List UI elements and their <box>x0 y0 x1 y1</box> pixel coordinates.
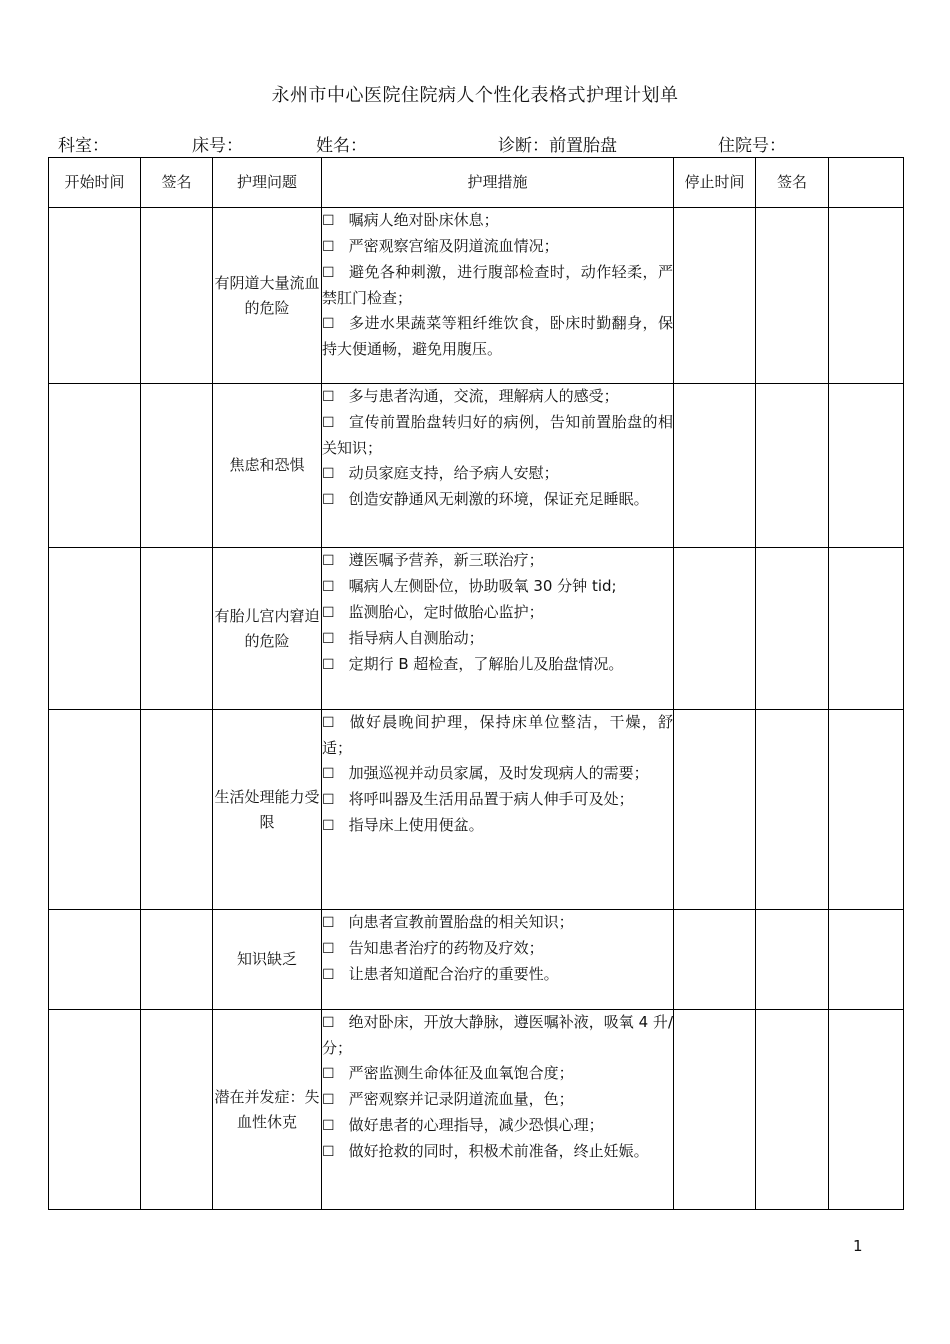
measure-item <box>322 1061 673 1087</box>
measure-item <box>322 311 673 362</box>
nursing-measures-cell <box>322 208 674 384</box>
header-signature: 签名 <box>756 158 829 208</box>
measure-text: 避免各种刺激，进行腹部检查时，动作轻柔，严禁肛门检查； <box>322 263 673 307</box>
measure-item <box>322 1010 673 1061</box>
measure-text: 严密观察并记录阴道流血量，色； <box>348 1090 574 1108</box>
measure-text: 加强巡视并动员家属，及时发现病人的需要； <box>348 764 649 782</box>
checkbox-icon: ☐ <box>322 1092 335 1108</box>
nursing-measures-cell <box>322 548 674 710</box>
measure-text: 嘱病人绝对卧床休息； <box>348 211 499 229</box>
measure-item <box>322 548 673 574</box>
header-nursing-problem: 护理问题 <box>213 158 322 208</box>
blank-cell <box>829 384 904 548</box>
checkbox-icon: ☐ <box>322 605 335 621</box>
start-time-cell <box>49 208 141 384</box>
patient-name-label: 姓名： <box>316 136 367 156</box>
checkbox-icon: ☐ <box>322 715 335 731</box>
checkbox-icon: ☐ <box>322 631 335 647</box>
nursing-plan-table <box>48 157 904 1210</box>
measure-item <box>322 208 673 234</box>
measure-item <box>322 574 673 600</box>
signature-cell <box>756 710 829 910</box>
stop-time-cell <box>674 208 756 384</box>
table-row <box>49 548 904 710</box>
checkbox-icon: ☐ <box>322 1015 335 1031</box>
measure-item <box>322 234 673 260</box>
header-blank <box>829 158 904 208</box>
nursing-problem-cell: 潜在并发症：失血性休克 <box>213 1010 322 1210</box>
checkbox-icon: ☐ <box>322 265 335 281</box>
checkbox-icon: ☐ <box>322 553 335 569</box>
checkbox-icon: ☐ <box>322 415 335 431</box>
checkbox-icon: ☐ <box>322 792 335 808</box>
header-stop-time: 停止时间 <box>674 158 756 208</box>
table-header-row <box>49 158 904 208</box>
blank-cell <box>829 548 904 710</box>
checkbox-icon: ☐ <box>322 466 335 482</box>
measure-text: 多与患者沟通，交流，理解病人的感受； <box>348 387 619 405</box>
stop-time-cell <box>674 548 756 710</box>
checkbox-icon: ☐ <box>322 766 335 782</box>
measure-text: 将呼叫器及生活用品置于病人伸手可及处； <box>348 790 634 808</box>
measure-item <box>322 813 673 839</box>
measure-item <box>322 600 673 626</box>
bed-label: 床号： <box>192 136 243 156</box>
measure-item <box>322 710 673 761</box>
page-number: 1 <box>853 1237 863 1255</box>
table-row <box>49 384 904 548</box>
checkbox-icon: ☐ <box>322 239 335 255</box>
measure-item <box>322 1113 673 1139</box>
measure-text: 绝对卧床，开放大静脉，遵医嘱补液，吸氧 4 升/分； <box>322 1013 673 1057</box>
admission-number-label: 住院号： <box>718 136 786 156</box>
checkbox-icon: ☐ <box>322 657 335 673</box>
measure-item <box>322 652 673 678</box>
table-row <box>49 710 904 910</box>
measure-item <box>322 410 673 461</box>
measure-text: 创造安静通风无刺激的环境，保证充足睡眠。 <box>348 490 649 508</box>
measure-text: 向患者宣教前置胎盘的相关知识； <box>348 913 574 931</box>
checkbox-icon: ☐ <box>322 213 335 229</box>
nursing-measures-cell <box>322 384 674 548</box>
header-signature: 签名 <box>141 158 213 208</box>
measure-text: 告知患者治疗的药物及疗效； <box>348 939 544 957</box>
checkbox-icon: ☐ <box>322 389 335 405</box>
department-label: 科室： <box>58 136 109 156</box>
stop-time-cell <box>674 910 756 1010</box>
measure-text: 做好晨晚间护理，保持床单位整洁，干燥，舒适； <box>322 713 673 757</box>
signature-cell <box>756 910 829 1010</box>
signature-cell <box>141 548 213 710</box>
measure-text: 严密观察宫缩及阴道流血情况； <box>348 237 559 255</box>
signature-cell <box>141 384 213 548</box>
nursing-problem-cell: 有胎儿宫内窘迫的危险 <box>213 548 322 710</box>
measure-item <box>322 962 673 988</box>
checkbox-icon: ☐ <box>322 1144 335 1160</box>
checkbox-icon: ☐ <box>322 316 335 332</box>
nursing-problem-cell: 知识缺乏 <box>213 910 322 1010</box>
signature-cell <box>141 208 213 384</box>
checkbox-icon: ☐ <box>322 1066 335 1082</box>
header-nursing-measures: 护理措施 <box>322 158 674 208</box>
diagnosis-label: 诊断：前置胎盘 <box>498 136 617 156</box>
checkbox-icon: ☐ <box>322 915 335 931</box>
patient-info-line <box>58 131 918 155</box>
checkbox-icon: ☐ <box>322 492 335 508</box>
blank-cell <box>829 910 904 1010</box>
signature-cell <box>141 910 213 1010</box>
measure-item <box>322 260 673 311</box>
measure-item <box>322 761 673 787</box>
measure-text: 动员家庭支持，给予病人安慰； <box>348 464 559 482</box>
signature-cell <box>756 548 829 710</box>
start-time-cell <box>49 548 141 710</box>
start-time-cell <box>49 1010 141 1210</box>
measure-text: 做好抢救的同时，积极术前准备，终止妊娠。 <box>348 1142 649 1160</box>
signature-cell <box>141 710 213 910</box>
measure-item <box>322 1139 673 1165</box>
checkbox-icon: ☐ <box>322 579 335 595</box>
measure-text: 监测胎心，定时做胎心监护； <box>348 603 544 621</box>
blank-cell <box>829 1010 904 1210</box>
measure-item <box>322 787 673 813</box>
start-time-cell <box>49 910 141 1010</box>
checkbox-icon: ☐ <box>322 818 335 834</box>
measure-text: 做好患者的心理指导，减少恐惧心理； <box>348 1116 604 1134</box>
checkbox-icon: ☐ <box>322 1118 335 1134</box>
start-time-cell <box>49 710 141 910</box>
checkbox-icon: ☐ <box>322 967 335 983</box>
measure-item <box>322 384 673 410</box>
blank-cell <box>829 710 904 910</box>
nursing-problem-cell: 生活处理能力受限 <box>213 710 322 910</box>
nursing-problem-cell: 有阴道大量流血的危险 <box>213 208 322 384</box>
measure-item <box>322 1087 673 1113</box>
nursing-measures-cell <box>322 1010 674 1210</box>
checkbox-icon: ☐ <box>322 941 335 957</box>
stop-time-cell <box>674 384 756 548</box>
measure-text: 让患者知道配合治疗的重要性。 <box>348 965 559 983</box>
nursing-measures-cell <box>322 910 674 1010</box>
signature-cell <box>756 208 829 384</box>
stop-time-cell <box>674 710 756 910</box>
measure-item <box>322 626 673 652</box>
header-start-time: 开始时间 <box>49 158 141 208</box>
nursing-problem-cell: 焦虑和恐惧 <box>213 384 322 548</box>
measure-item <box>322 461 673 487</box>
measure-text: 多进水果蔬菜等粗纤维饮食，卧床时勤翻身，保持大便通畅，避免用腹压。 <box>322 314 673 358</box>
measure-text: 定期行 B 超检查，了解胎儿及胎盘情况。 <box>348 655 624 673</box>
measure-text: 指导病人自测胎动； <box>348 629 484 647</box>
measure-text: 遵医嘱予营养，新三联治疗； <box>348 551 544 569</box>
measure-item <box>322 487 673 513</box>
table-row <box>49 208 904 384</box>
measure-text: 嘱病人左侧卧位，协助吸氧 30 分钟 tid; <box>348 577 617 595</box>
table-row <box>49 910 904 1010</box>
signature-cell <box>756 384 829 548</box>
page-title: 永州市中心医院住院病人个性化表格式护理计划单 <box>271 85 679 106</box>
table-row <box>49 1010 904 1210</box>
measure-text: 指导床上使用便盆。 <box>348 816 484 834</box>
signature-cell <box>141 1010 213 1210</box>
measure-text: 宣传前置胎盘转归好的病例，告知前置胎盘的相关知识； <box>322 413 673 457</box>
stop-time-cell <box>674 1010 756 1210</box>
measure-item <box>322 910 673 936</box>
nursing-measures-cell <box>322 710 674 910</box>
measure-text: 严密监测生命体征及血氧饱合度； <box>348 1064 574 1082</box>
blank-cell <box>829 208 904 384</box>
table-body <box>49 208 904 1210</box>
start-time-cell <box>49 384 141 548</box>
measure-item <box>322 936 673 962</box>
signature-cell <box>756 1010 829 1210</box>
